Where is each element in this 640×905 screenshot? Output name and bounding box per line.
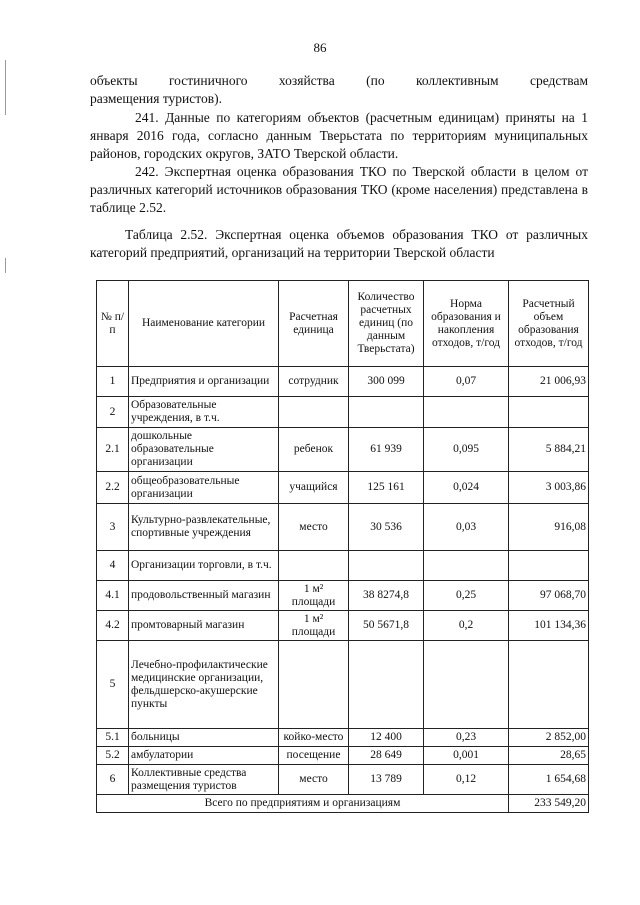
cell-volume: 28,65 [509, 747, 589, 765]
cell-unit: 1 м² площади [279, 581, 349, 611]
table-row [97, 641, 589, 729]
table-row [97, 729, 589, 747]
cell-name: общеобразовательные организации [129, 472, 279, 504]
cell-volume [509, 551, 589, 581]
cell-norm: 0,2 [424, 611, 509, 641]
paragraph-242-text: 242. Экспертная оценка образования ТКО по Тверской области в целом от различных категорий источников образования ТКО (кроме населения) представлена в таблице 2.52. [90, 164, 588, 215]
cell-norm [424, 641, 509, 729]
cell-count: 61 939 [349, 428, 424, 472]
cell-norm: 0,095 [424, 428, 509, 472]
cell-num: 1 [97, 367, 129, 397]
cell-count [349, 641, 424, 729]
cell-unit: сотрудник [279, 367, 349, 397]
paragraph-line: объекты гостиничного хозяйства (по коллективным средствам [90, 73, 588, 88]
cell-norm: 0,001 [424, 747, 509, 765]
cell-num: 5 [97, 641, 129, 729]
table-header-row [97, 281, 589, 367]
cell-norm: 0,23 [424, 729, 509, 747]
cell-num: 2 [97, 397, 129, 428]
paragraph-241 [90, 109, 588, 163]
table-row [97, 504, 589, 551]
cell-count: 30 536 [349, 504, 424, 551]
cell-norm [424, 397, 509, 428]
cell-num: 4.1 [97, 581, 129, 611]
cell-unit: посещение [279, 747, 349, 765]
header-norm: Норма образования и накопления отходов, т/год [424, 281, 509, 367]
table-row [97, 747, 589, 765]
cell-name: больницы [129, 729, 279, 747]
cell-volume: 916,08 [509, 504, 589, 551]
cell-count: 50 5671,8 [349, 611, 424, 641]
cell-count: 13 789 [349, 765, 424, 795]
cell-count: 28 649 [349, 747, 424, 765]
cell-volume: 21 006,93 [509, 367, 589, 397]
cell-name: продовольственный магазин [129, 581, 279, 611]
total-label: Всего по предприятиям и организациям [97, 795, 509, 813]
header-name: Наименование категории [129, 281, 279, 367]
table-row [97, 581, 589, 611]
cell-norm: 0,03 [424, 504, 509, 551]
cell-num: 5.1 [97, 729, 129, 747]
cell-volume [509, 641, 589, 729]
cell-name: Образовательные учреждения, в т.ч. [129, 397, 279, 428]
table-row [97, 551, 589, 581]
cell-name: промтоварный магазин [129, 611, 279, 641]
table-row [97, 428, 589, 472]
cell-volume: 101 134,36 [509, 611, 589, 641]
page-number: 86 [313, 40, 327, 55]
cell-norm: 0,25 [424, 581, 509, 611]
cell-unit [279, 641, 349, 729]
paragraph-continued [90, 72, 588, 90]
cell-count [349, 551, 424, 581]
cell-norm: 0,12 [424, 765, 509, 795]
paragraph-continued-end: размещения туристов). [90, 91, 222, 106]
table-caption [90, 226, 588, 262]
cell-unit [279, 551, 349, 581]
cell-unit: 1 м² площади [279, 611, 349, 641]
cell-name: Культурно-развлекательные, спортивные учреждения [129, 504, 279, 551]
margin-mark [5, 258, 6, 273]
header-num: № п/п [97, 281, 129, 367]
cell-count: 300 099 [349, 367, 424, 397]
total-value: 233 549,20 [509, 795, 589, 813]
cell-volume: 1 654,68 [509, 765, 589, 795]
cell-name: дошкольные образовательные организации [129, 428, 279, 472]
cell-norm [424, 551, 509, 581]
cell-unit: койко-место [279, 729, 349, 747]
cell-volume: 5 884,21 [509, 428, 589, 472]
header-unit: Расчетная единица [279, 281, 349, 367]
header-volume: Расчетный объем образования отходов, т/год [509, 281, 589, 367]
paragraph-241-text: 241. Данные по категориям объектов (расчетным единицам) приняты на 1 января 2016 года, согласно данным Тверьстата по территориям муниципальных районов, городских округов, ЗАТО Тверской области. [90, 110, 588, 161]
cell-unit: место [279, 504, 349, 551]
cell-count: 38 8274,8 [349, 581, 424, 611]
table-row [97, 765, 589, 795]
cell-volume [509, 397, 589, 428]
table-total-row [97, 795, 589, 813]
cell-num: 6 [97, 765, 129, 795]
tko-table [96, 280, 589, 813]
cell-num: 5.2 [97, 747, 129, 765]
cell-name: амбулатории [129, 747, 279, 765]
cell-unit [279, 397, 349, 428]
cell-volume: 97 068,70 [509, 581, 589, 611]
cell-num: 2.1 [97, 428, 129, 472]
cell-count [349, 397, 424, 428]
cell-volume: 3 003,86 [509, 472, 589, 504]
cell-name: Коллективные средства размещения туристов [129, 765, 279, 795]
cell-num: 3 [97, 504, 129, 551]
table-row [97, 367, 589, 397]
cell-unit: место [279, 765, 349, 795]
cell-num: 4 [97, 551, 129, 581]
cell-norm: 0,07 [424, 367, 509, 397]
cell-unit: учащийся [279, 472, 349, 504]
cell-name: Организации торговли, в т.ч. [129, 551, 279, 581]
cell-volume: 2 852,00 [509, 729, 589, 747]
table-row [97, 397, 589, 428]
cell-norm: 0,024 [424, 472, 509, 504]
cell-count: 125 161 [349, 472, 424, 504]
paragraph-242 [90, 163, 588, 217]
table-caption-text: Таблица 2.52. Экспертная оценка объемов образования ТКО от различных категорий предприятий, организаций на территории Тверской области [90, 227, 588, 260]
cell-count: 12 400 [349, 729, 424, 747]
table-row [97, 472, 589, 504]
margin-mark [5, 60, 6, 115]
cell-unit: ребенок [279, 428, 349, 472]
cell-name: Лечебно-профилактические медицинские организации, фельдшерско-акушерские пункты [129, 641, 279, 729]
cell-num: 2.2 [97, 472, 129, 504]
cell-name: Предприятия и организации [129, 367, 279, 397]
cell-num: 4.2 [97, 611, 129, 641]
table-row [97, 611, 589, 641]
header-count: Количество расчетных единиц (по данным Тверьстата) [349, 281, 424, 367]
